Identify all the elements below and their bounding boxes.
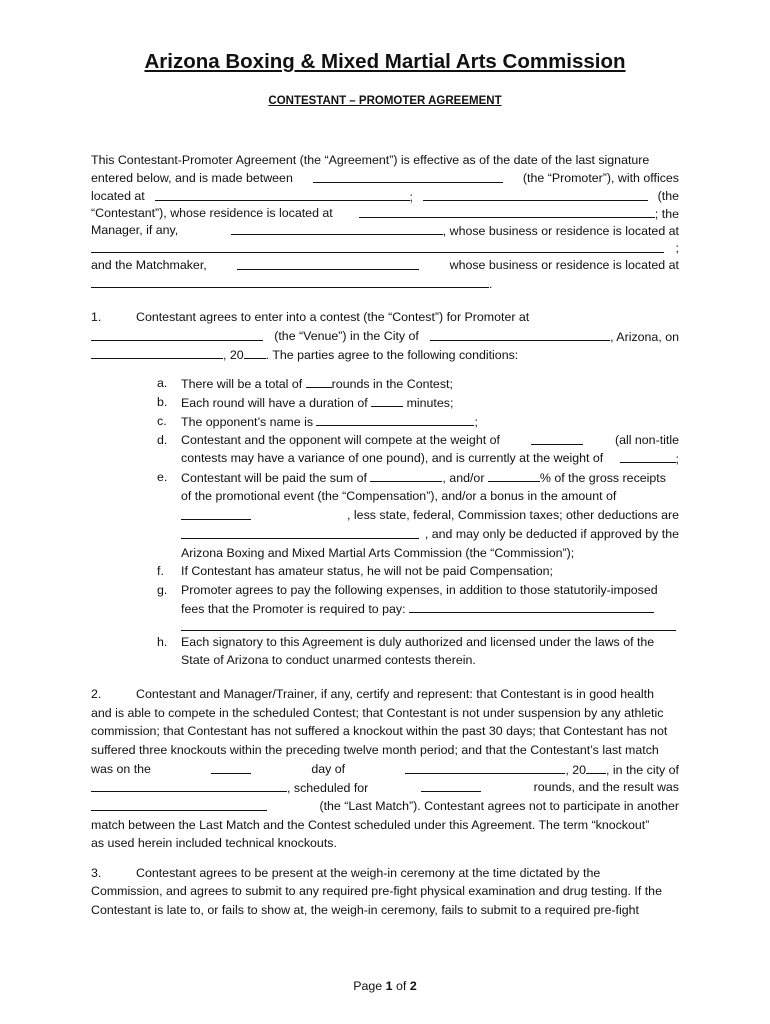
contest-date-blank[interactable] <box>91 346 223 359</box>
last-match-year-blank[interactable] <box>586 761 606 774</box>
matchmaker-address-blank[interactable] <box>91 275 489 288</box>
current-weight-blank[interactable] <box>620 450 676 463</box>
last-match-rounds-blank[interactable] <box>421 779 481 792</box>
manager-name-blank[interactable] <box>231 222 443 235</box>
item-b-text: Each round will have a duration of minutes; <box>181 396 454 410</box>
item-d-marker: d. <box>157 433 168 447</box>
rounds-total-blank[interactable] <box>306 375 332 388</box>
item-h-marker: h. <box>157 635 168 649</box>
promoter-office-blank[interactable] <box>155 188 410 201</box>
item-h-line-2: State of Arizona to conduct unarmed contests therein. <box>181 653 476 667</box>
document-title: Arizona Boxing & Mixed Martial Arts Commission <box>144 50 626 73</box>
intro-line-4: “Contestant”), whose residence is located at ; the <box>91 206 679 221</box>
opponent-name-blank[interactable] <box>316 413 474 426</box>
item-g-line-1: Promoter agrees to pay the following expenses, in addition to those statutorily-imposed <box>181 583 658 597</box>
expenses-blank-1[interactable] <box>409 600 654 613</box>
contest-year-blank[interactable] <box>244 346 266 359</box>
total-pages-number: 2 <box>409 979 417 993</box>
intro-line-6: ; <box>91 240 679 257</box>
item-g-line-2: fees that the Promoter is required to pay: <box>181 600 654 618</box>
section-3-line-3: Contestant is late to, or fails to show at, the weigh-in ceremony, fails to submit to a required pre-fight <box>91 903 639 917</box>
purse-sum-blank[interactable] <box>370 469 442 482</box>
last-match-day-blank[interactable] <box>211 761 251 774</box>
city-blank[interactable] <box>430 328 610 341</box>
section-2-line-2: and is able to compete in the scheduled Contest; that Contestant is not under suspension by any athletic <box>91 706 664 720</box>
intro-line-7: and the Matchmaker, whose business or residence is located at <box>91 258 679 272</box>
item-a-text: There will be a total of rounds in the Contest; <box>181 377 453 391</box>
intro-line-1: This Contestant-Promoter Agreement (the “Agreement”) is effective as of the date of the last signature <box>91 153 650 167</box>
intro-line-8: . <box>91 275 492 293</box>
page-footer: Page 1 of 2 <box>353 979 417 993</box>
compete-weight-blank[interactable] <box>531 432 583 445</box>
intro-line-5: Manager, if any, , whose business or residence is located at <box>91 223 679 238</box>
venue-blank[interactable] <box>91 328 263 341</box>
section-2-line-6: , scheduled for rounds, and the result was <box>91 779 679 797</box>
section-2-line-1: Contestant and Manager/Trainer, if any, certify and represent: that Contestant is in good health <box>136 687 654 701</box>
section-2-line-7: (the “Last Match”). Contestant agrees not to participate in another <box>91 798 679 815</box>
gross-percent-blank[interactable] <box>488 469 540 482</box>
document-subtitle: CONTESTANT – PROMOTER AGREEMENT <box>268 95 502 107</box>
section-3-line-2: Commission, and agrees to submit to any required pre-fight physical examination and drug testing. If the <box>91 884 662 898</box>
contestant-name-blank[interactable] <box>423 188 648 201</box>
item-e-marker: e. <box>157 470 168 484</box>
last-match-result-blank[interactable] <box>91 798 267 811</box>
section-2-line-8: match between the Last Match and the Contest scheduled under this Agreement. The term “knockout” <box>91 818 650 832</box>
item-e-line-5: Arizona Boxing and Mixed Martial Arts Commission (the “Commission”); <box>181 546 575 560</box>
promoter-name-blank[interactable] <box>313 170 503 183</box>
item-g-marker: g. <box>157 583 168 597</box>
item-a-marker: a. <box>157 376 168 390</box>
item-d-line-1: Contestant and the opponent will compete at the weight of (all non-title <box>181 433 679 447</box>
section-1-line-2: (the “Venue”) in the City of , Arizona, on <box>91 328 679 346</box>
item-e-line-2: of the promotional event (the “Compensation”), and/or a bonus in the amount of <box>181 489 617 503</box>
item-c-marker: c. <box>157 414 167 428</box>
section-2-line-9: as used herein included technical knockouts. <box>91 836 337 850</box>
section-3-number: 3. <box>91 866 102 880</box>
contestant-residence-blank[interactable] <box>359 205 655 218</box>
item-h-line-1: Each signatory to this Agreement is duly authorized and licensed under the laws of the <box>181 635 655 649</box>
section-2-line-5: was on the day of , 20 , in the city of <box>91 762 679 777</box>
matchmaker-name-blank[interactable] <box>237 257 419 270</box>
section-1-line-3: , 20 . The parties agree to the following conditions: <box>91 346 518 364</box>
section-1-number: 1. <box>91 310 102 324</box>
item-f-text: If Contestant has amateur status, he will not be paid Compensation; <box>181 564 553 578</box>
section-2-number: 2. <box>91 687 102 701</box>
item-e-line-1: Contestant will be paid the sum of , and/or % of the gross receipts <box>181 471 666 485</box>
intro-line-3: located at ; (the <box>91 189 679 204</box>
last-match-month-blank[interactable] <box>405 761 565 774</box>
section-2-line-3: commission; that Contestant has not suffered a knockout within the past 30 days; that Contestant has not <box>91 724 668 738</box>
item-b-marker: b. <box>157 395 168 409</box>
item-c-text: The opponent’s name is ; <box>181 415 478 429</box>
section-1-line-1: Contestant agrees to enter into a contest (the “Contest”) for Promoter at <box>136 310 530 324</box>
intro-line-2: entered below, and is made between (the “Promoter”), with offices <box>91 171 679 185</box>
manager-address-blank[interactable] <box>91 240 664 253</box>
round-duration-blank[interactable] <box>371 394 403 407</box>
section-2-line-4: suffered three knockouts within the preceding twelve month period; and that the Contestant’s last match <box>91 743 659 757</box>
expenses-blank-2[interactable] <box>181 618 676 631</box>
item-e-line-4: , and may only be deducted if approved by the <box>181 526 679 543</box>
last-match-city-blank[interactable] <box>91 779 287 792</box>
item-f-marker: f. <box>157 564 164 578</box>
current-page-number: 1 <box>385 979 393 993</box>
section-3-line-1: Contestant agrees to be present at the weigh-in ceremony at the time dictated by the <box>136 866 601 880</box>
item-e-line-3: , less state, federal, Commission taxes; other deductions are <box>181 507 679 524</box>
deductions-blank[interactable] <box>181 526 419 539</box>
item-d-line-2: contests may have a variance of one pound), and is currently at the weight of ; <box>181 451 679 466</box>
bonus-amount-blank[interactable] <box>181 507 251 520</box>
